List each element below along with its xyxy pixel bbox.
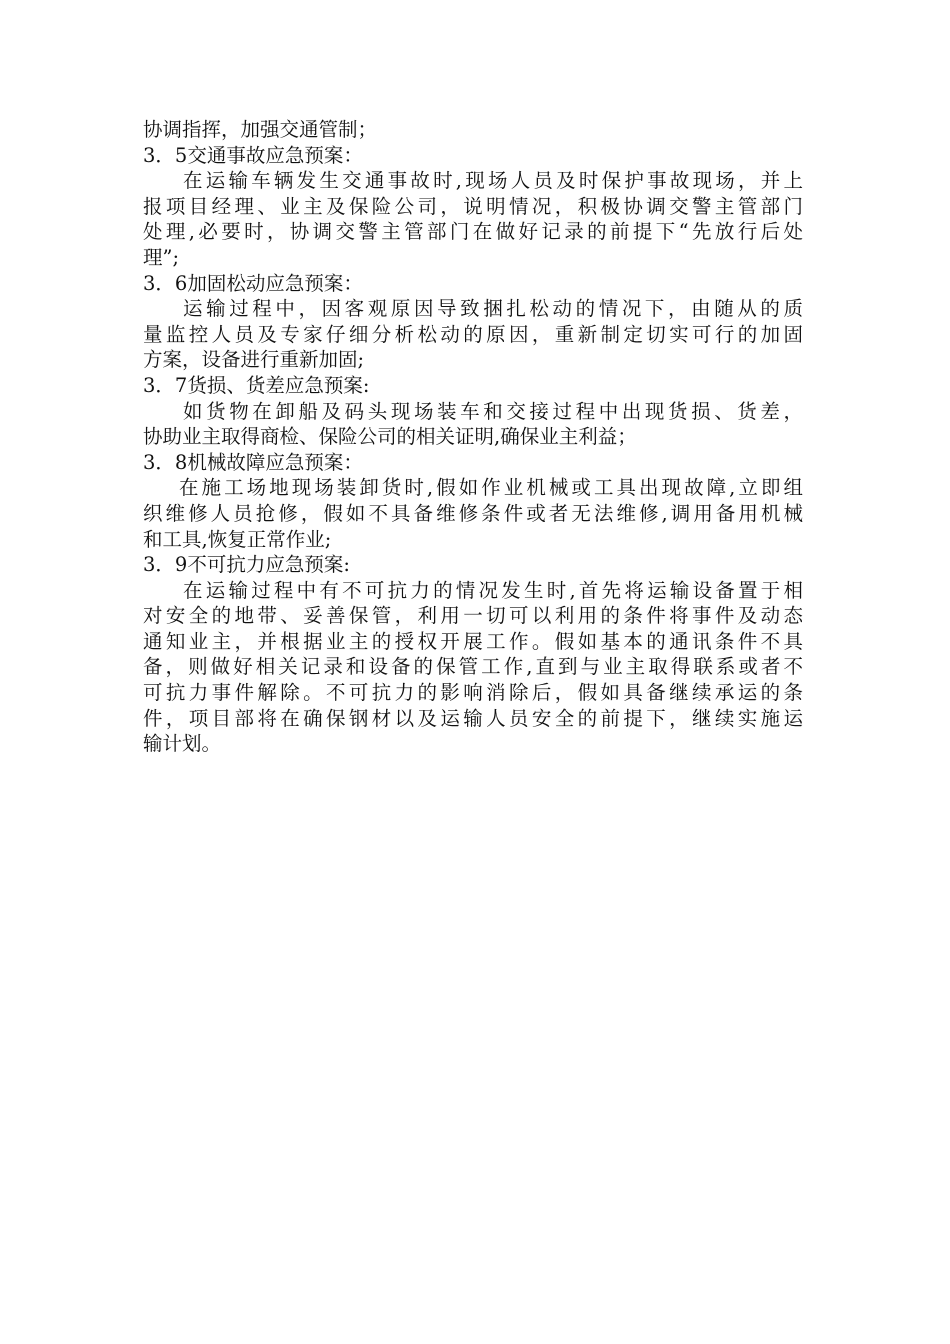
paragraph-line: 协调指挥，加强交通管制； [143, 118, 378, 141]
paragraph-line: 处理,必要时，协调交警主管部门在做好记录的前提下“先放行后处 [143, 220, 803, 244]
paragraph-line: 在运输过程中有不可抗力的情况发生时,首先将运输设备置于相 [183, 578, 803, 602]
document-body [143, 117, 813, 757]
section-heading-3-8: 3．8机械故障应急预案： [143, 450, 363, 474]
paragraph-line: 对安全的地带、妥善保管，利用一切可以利用的条件将事件及动态 [143, 604, 803, 628]
paragraph-line: 在运输车辆发生交通事故时,现场人员及时保护事故现场，并上 [183, 169, 803, 193]
section-heading-3-9: 3．9不可抗力应急预案: [143, 553, 350, 577]
paragraph-line: 可抗力事件解除。不可抗力的影响消除后，假如具备继续承运的条 [143, 681, 803, 705]
paragraph-line: 量监控人员及专家仔细分析松动的原因，重新制定切实可行的加固 [143, 322, 803, 346]
paragraph-line: 协助业主取得商检、保险公司的相关证明,确保业主利益； [143, 425, 637, 449]
paragraph-line: 通知业主，并根据业主的授权开展工作。假如基本的通讯条件不具 [143, 629, 803, 653]
paragraph-line: 运输过程中，因客观原因导致捆扎松动的情况下，由随从的质 [183, 297, 803, 321]
paragraph-line: 和工具,恢复正常作业; [143, 527, 332, 551]
paragraph-line: 方案，设备进行重新加固; [143, 348, 365, 372]
section-heading-3-7: 3．7货损、货差应急预案: [143, 373, 370, 397]
paragraph-line: 件，项目部将在确保钢材以及运输人员安全的前提下，继续实施运 [143, 706, 803, 730]
section-heading-3-6: 3．6加固松动应急预案： [143, 271, 363, 295]
paragraph-line: 织维修人员抢修，假如不具备维修条件或者无法维修,调用备用机械 [143, 501, 803, 525]
section-heading-3-5: 3．5交通事故应急预案： [143, 143, 363, 167]
paragraph-line: 如货物在卸船及码头现场装车和交接过程中出现货损、货差， [183, 399, 803, 423]
paragraph-line: 在施工场地现场装卸货时,假如作业机械或工具出现故障,立即组 [179, 476, 803, 500]
paragraph-line: 理”; [143, 245, 180, 269]
paragraph-line: 输计划。 [143, 732, 222, 756]
paragraph-line: 报项目经理、业主及保险公司，说明情况，积极协调交警主管部门 [143, 194, 803, 218]
paragraph-line: 备，则做好相关记录和设备的保管工作,直到与业主取得联系或者不 [143, 655, 803, 679]
